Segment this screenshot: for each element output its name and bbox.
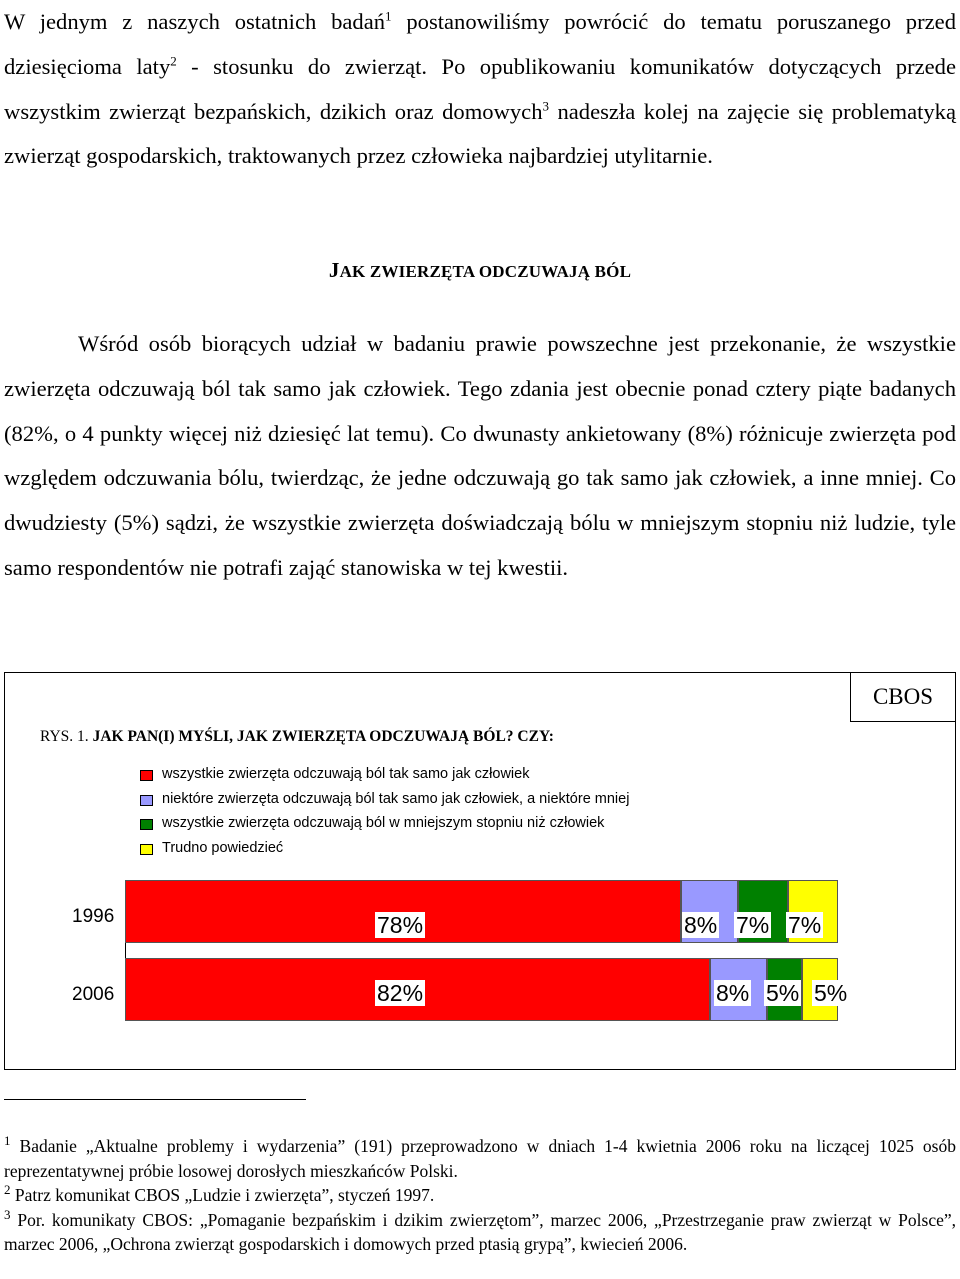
footnote-ref-1[interactable]: 1 bbox=[385, 8, 392, 24]
footnote-3 bbox=[4, 1208, 956, 1257]
body-paragraph bbox=[4, 322, 956, 591]
figure-label: RYS. 1. bbox=[40, 728, 93, 745]
bar-row bbox=[125, 880, 838, 943]
data-label: 78% bbox=[377, 912, 424, 938]
footnote-text: Patrz komunikat CBOS „Ludzie i zwierzęta”, styczeń 1997. bbox=[10, 1185, 435, 1206]
legend-swatch bbox=[140, 795, 153, 806]
section-heading bbox=[0, 258, 960, 283]
footnote-number: 3 bbox=[4, 1206, 11, 1222]
data-label: 7% bbox=[788, 912, 822, 938]
data-label: 8% bbox=[716, 980, 750, 1006]
legend-label: niektóre zwierzęta odczuwają ból tak samo jak człowiek, a niektóre mniej bbox=[162, 790, 630, 807]
figure-title bbox=[40, 728, 554, 746]
data-label: 5% bbox=[814, 980, 848, 1006]
intro-paragraph bbox=[4, 0, 956, 179]
footnote-2 bbox=[4, 1183, 956, 1208]
category-label: 2006 bbox=[72, 984, 115, 1005]
heading-rest: AK ZWIERZĘTA ODCZUWAJĄ BÓL bbox=[339, 262, 632, 281]
legend-label: wszystkie zwierzęta odczuwają ból tak samo jak człowiek bbox=[162, 766, 530, 782]
footnotes bbox=[4, 1134, 956, 1257]
intro-text-4: nadeszła kolej na zajęcie się problematyką zwierząt gospodarskich, traktowanych przez człowieka najbardziej utylitarnie. bbox=[4, 98, 957, 169]
legend-swatch bbox=[140, 844, 153, 855]
data-label: 7% bbox=[736, 912, 770, 938]
footnote-number: 1 bbox=[4, 1133, 11, 1149]
footnote-separator bbox=[4, 1099, 306, 1100]
category-label: 1996 bbox=[72, 906, 115, 927]
intro-text-1: W jednym z naszych ostatnich badań bbox=[4, 9, 386, 34]
legend-swatch bbox=[140, 770, 153, 781]
footnote-text: Por. komunikaty CBOS: „Pomaganie bezpańskim i dzikim zwierzętom”, marzec 2006, „Przestrzeganie praw zwierząt w Polsce”, marzec 2006, „Ochrona zwierząt gospodarskich i domowych przed ptasią grypą”, kwiecień 2006. bbox=[4, 1209, 956, 1255]
footnote-ref-3[interactable]: 3 bbox=[542, 98, 550, 114]
footnote-ref-2[interactable]: 2 bbox=[170, 53, 177, 69]
source-badge: CBOS bbox=[850, 672, 956, 722]
data-label: 8% bbox=[684, 912, 718, 938]
intro-text-3: - stosunku do zwierząt. Po opublikowaniu komunikatów dotyczących przede wszystkim zwierząt bezpańskich, dzikich oraz domowych bbox=[4, 53, 956, 124]
body-paragraph-text: Wśród osób biorących udział w badaniu prawie powszechne jest przekonanie, że wszystkie zwierzęta odczuwają ból tak samo jak człowiek. Tego zdania jest obecnie ponad cztery piąte badanych (82%, o 4 punkty więcej niż dziesięć lat temu). Co dwunasty ankietowany (8%) różnicuje zwierzęta pod względem odczuwania bólu, twierdząc, że jedne odczuwają go tak samo jak człowiek, a inne mniej. Co dwudziesty (5%) sądzi, że wszystkie zwierzęta doświadczają bólu w mniejszym stopniu niż ludzie, tyle samo respondentów nie potrafi zająć stanowiska w tej kwestii. bbox=[4, 331, 956, 580]
figure-question: JAK PAN(I) MYŚLI, JAK ZWIERZĘTA ODCZUWAJĄ BÓL? CZY: bbox=[92, 728, 554, 745]
data-label: 5% bbox=[766, 980, 800, 1006]
data-label: 82% bbox=[377, 980, 424, 1006]
footnote-text: Badanie „Aktualne problemy i wydarzenia” (191) przeprowadzono w dniach 1-4 kwietnia 2006 roku na liczącej 1025 osób reprezentatywnej próbie losowej dorosłych mieszkańców Polski. bbox=[4, 1136, 956, 1181]
legend-swatch bbox=[140, 819, 153, 830]
footnote-1 bbox=[4, 1134, 956, 1183]
heading-first-letter: J bbox=[328, 258, 340, 282]
intro-text-2: postanowiliśmy powrócić do tematu poruszanego przed dziesięcioma laty bbox=[4, 9, 956, 79]
legend-label: Trudno powiedzieć bbox=[162, 839, 284, 856]
footnote-number: 2 bbox=[4, 1182, 11, 1198]
legend-label: wszystkie zwierzęta odczuwają ból w mniejszym stopniu niż człowiek bbox=[162, 815, 605, 831]
